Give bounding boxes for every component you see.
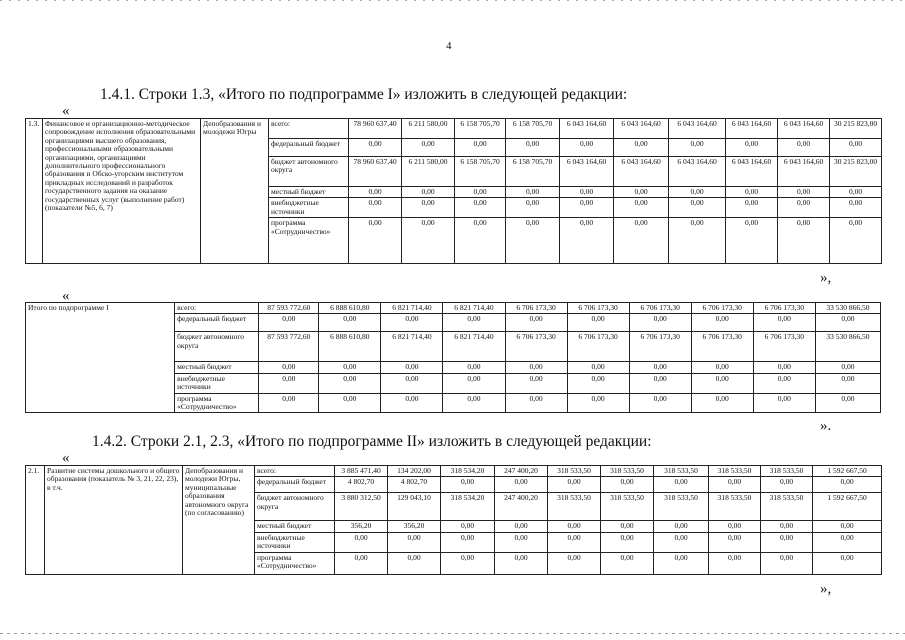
- value-cell: 318 533,50: [601, 493, 654, 521]
- source-label: бюджет автономного округа: [175, 332, 259, 362]
- value-cell: 0,00: [567, 393, 629, 413]
- value-cell: 0,00: [259, 393, 319, 413]
- value-cell: 0,00: [560, 187, 614, 198]
- value-cell: 0,00: [567, 373, 629, 393]
- value-cell: 0,00: [349, 187, 402, 198]
- value-cell: 0,00: [505, 314, 567, 332]
- open-quote-1: «: [62, 103, 70, 119]
- value-cell: 0,00: [629, 393, 691, 413]
- value-cell: 0,00: [614, 198, 669, 218]
- table-row: [26, 466, 882, 477]
- value-cell: 6 211 580,00: [402, 157, 455, 187]
- value-cell: 0,00: [335, 552, 388, 574]
- value-cell: 6 158 705,70: [455, 157, 506, 187]
- value-cell: 0,00: [726, 218, 778, 264]
- value-cell: 6 043 164,60: [614, 119, 669, 139]
- table-total-subprogram-1: [25, 302, 881, 413]
- value-cell: 6 706 173,30: [629, 303, 691, 314]
- row-name: Развитие системы дошкольного и общего образования (показатель № 3, 21, 22, 23), в т.ч.: [45, 466, 183, 575]
- value-cell: 0,00: [455, 139, 506, 157]
- value-cell: 0,00: [506, 139, 560, 157]
- value-cell: 0,00: [654, 532, 709, 552]
- close-quote-2: ».: [820, 418, 832, 434]
- source-label: бюджет автономного округа: [255, 493, 335, 521]
- value-cell: 0,00: [349, 198, 402, 218]
- value-cell: 0,00: [654, 477, 709, 493]
- value-cell: 318 533,50: [601, 466, 654, 477]
- value-cell: 30 215 823,00: [830, 119, 882, 139]
- value-cell: 6 043 164,60: [778, 157, 830, 187]
- value-cell: 78 960 637,40: [349, 157, 402, 187]
- value-cell: 6 888 610,80: [319, 332, 381, 362]
- value-cell: 33 530 866,50: [815, 332, 880, 362]
- value-cell: 0,00: [753, 373, 815, 393]
- value-cell: 0,00: [349, 218, 402, 264]
- value-cell: 0,00: [443, 393, 505, 413]
- value-cell: 6 821 714,40: [381, 332, 443, 362]
- value-cell: 0,00: [495, 532, 548, 552]
- value-cell: 0,00: [548, 552, 601, 574]
- value-cell: 3 880 312,50: [335, 493, 388, 521]
- value-cell: 0,00: [443, 373, 505, 393]
- value-cell: 0,00: [778, 187, 830, 198]
- value-cell: 0,00: [761, 477, 813, 493]
- value-cell: 87 593 772,60: [259, 332, 319, 362]
- value-cell: 78 960 637,40: [349, 119, 402, 139]
- value-cell: 0,00: [441, 521, 495, 532]
- value-cell: 0,00: [319, 362, 381, 373]
- value-cell: 0,00: [560, 198, 614, 218]
- value-cell: 247 400,20: [495, 493, 548, 521]
- value-cell: 0,00: [753, 393, 815, 413]
- value-cell: 0,00: [319, 373, 381, 393]
- value-cell: 33 530 866,50: [815, 303, 880, 314]
- value-cell: 0,00: [506, 187, 560, 198]
- source-label: федеральный бюджет: [255, 477, 335, 493]
- row-executor: Депобразования и молодежи Югры, муниципальные образования автономного округа (по согласованию): [183, 466, 255, 575]
- value-cell: 0,00: [402, 218, 455, 264]
- value-cell: 0,00: [614, 139, 669, 157]
- value-cell: 3 885 471,40: [335, 466, 388, 477]
- value-cell: 0,00: [709, 552, 761, 574]
- value-cell: 6 821 714,40: [443, 332, 505, 362]
- source-label: всего:: [269, 119, 349, 139]
- value-cell: 6 706 173,30: [753, 303, 815, 314]
- value-cell: 6 158 705,70: [506, 119, 560, 139]
- value-cell: 0,00: [709, 532, 761, 552]
- value-cell: 0,00: [813, 552, 882, 574]
- source-label: местный бюджет: [255, 521, 335, 532]
- value-cell: 0,00: [506, 198, 560, 218]
- value-cell: 318 534,20: [441, 466, 495, 477]
- table-row: [26, 303, 881, 314]
- value-cell: 0,00: [753, 314, 815, 332]
- value-cell: 0,00: [506, 218, 560, 264]
- value-cell: 0,00: [443, 314, 505, 332]
- value-cell: 0,00: [601, 552, 654, 574]
- value-cell: 318 533,50: [761, 493, 813, 521]
- value-cell: 0,00: [455, 187, 506, 198]
- open-quote-2: «: [62, 288, 70, 304]
- value-cell: 0,00: [601, 477, 654, 493]
- heading-1-4-1: 1.4.1. Строки 1.3, «Итого по подпрограмме I» изложить в следующей редакции:: [100, 86, 628, 103]
- value-cell: 6 706 173,30: [691, 303, 753, 314]
- value-cell: 0,00: [629, 314, 691, 332]
- table-row-1-3: [25, 118, 882, 264]
- value-cell: 0,00: [388, 532, 441, 552]
- value-cell: 0,00: [402, 187, 455, 198]
- value-cell: 0,00: [388, 552, 441, 574]
- source-label: всего:: [175, 303, 259, 314]
- value-cell: 318 533,50: [548, 493, 601, 521]
- source-label: федеральный бюджет: [175, 314, 259, 332]
- value-cell: 0,00: [709, 521, 761, 532]
- value-cell: 0,00: [402, 198, 455, 218]
- value-cell: 0,00: [813, 477, 882, 493]
- value-cell: 0,00: [614, 218, 669, 264]
- value-cell: 0,00: [761, 521, 813, 532]
- table-row: [26, 119, 882, 139]
- row-name: Итого по подпрограмме I: [26, 303, 175, 413]
- value-cell: 318 533,50: [548, 466, 601, 477]
- value-cell: 6 706 173,30: [505, 303, 567, 314]
- value-cell: 0,00: [669, 198, 726, 218]
- row-number: 1.3.: [26, 119, 43, 264]
- value-cell: 0,00: [548, 477, 601, 493]
- value-cell: 6 043 164,60: [726, 119, 778, 139]
- value-cell: 0,00: [495, 552, 548, 574]
- value-cell: 6 043 164,60: [726, 157, 778, 187]
- value-cell: 0,00: [669, 218, 726, 264]
- value-cell: 6 043 164,60: [560, 157, 614, 187]
- value-cell: 134 202,00: [388, 466, 441, 477]
- source-label: программа «Сотрудничество»: [175, 393, 259, 413]
- value-cell: 0,00: [455, 198, 506, 218]
- value-cell: 0,00: [830, 187, 882, 198]
- value-cell: 6 821 714,40: [443, 303, 505, 314]
- value-cell: 0,00: [381, 362, 443, 373]
- value-cell: 0,00: [614, 187, 669, 198]
- value-cell: 0,00: [381, 314, 443, 332]
- value-cell: 129 043,10: [388, 493, 441, 521]
- value-cell: 0,00: [441, 552, 495, 574]
- source-label: внебюджетные источники: [255, 532, 335, 552]
- value-cell: 0,00: [495, 477, 548, 493]
- value-cell: 318 533,50: [654, 466, 709, 477]
- source-label: программа «Сотрудничество»: [269, 218, 349, 264]
- value-cell: 0,00: [601, 521, 654, 532]
- value-cell: 4 802,70: [388, 477, 441, 493]
- value-cell: 318 533,50: [709, 493, 761, 521]
- value-cell: 356,20: [388, 521, 441, 532]
- value-cell: 0,00: [691, 362, 753, 373]
- value-cell: 0,00: [815, 314, 880, 332]
- value-cell: 0,00: [402, 139, 455, 157]
- value-cell: 0,00: [815, 393, 880, 413]
- value-cell: 6 158 705,70: [455, 119, 506, 139]
- value-cell: 0,00: [753, 362, 815, 373]
- value-cell: 0,00: [259, 373, 319, 393]
- heading-1-4-2: 1.4.2. Строки 2.1, 2.3, «Итого по подпрограмме II» изложить в следующей редакции:: [92, 433, 652, 450]
- value-cell: 0,00: [560, 139, 614, 157]
- value-cell: 0,00: [669, 187, 726, 198]
- value-cell: 0,00: [830, 198, 882, 218]
- value-cell: 0,00: [319, 314, 381, 332]
- table-row-2-1: [25, 465, 882, 575]
- value-cell: 0,00: [443, 362, 505, 373]
- value-cell: 0,00: [335, 532, 388, 552]
- value-cell: 0,00: [455, 218, 506, 264]
- value-cell: 318 533,50: [654, 493, 709, 521]
- value-cell: 6 043 164,60: [669, 119, 726, 139]
- value-cell: 6 158 705,70: [506, 157, 560, 187]
- value-cell: 6 211 580,00: [402, 119, 455, 139]
- value-cell: 6 888 610,80: [319, 303, 381, 314]
- value-cell: 0,00: [381, 373, 443, 393]
- value-cell: 356,20: [335, 521, 388, 532]
- value-cell: 0,00: [709, 477, 761, 493]
- value-cell: 0,00: [691, 314, 753, 332]
- value-cell: 0,00: [761, 532, 813, 552]
- value-cell: 0,00: [560, 218, 614, 264]
- value-cell: 0,00: [629, 362, 691, 373]
- value-cell: 0,00: [259, 314, 319, 332]
- scan-edge-top: [0, 0, 905, 1]
- value-cell: 0,00: [654, 552, 709, 574]
- value-cell: 0,00: [669, 139, 726, 157]
- value-cell: 0,00: [778, 139, 830, 157]
- source-label: внебюджетные источники: [175, 373, 259, 393]
- value-cell: 1 592 667,50: [813, 466, 882, 477]
- value-cell: 6 706 173,30: [505, 332, 567, 362]
- scan-edge-bottom: [0, 633, 905, 634]
- value-cell: 0,00: [813, 521, 882, 532]
- source-label: местный бюджет: [269, 187, 349, 198]
- value-cell: 0,00: [548, 532, 601, 552]
- value-cell: 247 400,20: [495, 466, 548, 477]
- value-cell: 0,00: [726, 198, 778, 218]
- value-cell: 0,00: [830, 218, 882, 264]
- value-cell: 6 821 714,40: [381, 303, 443, 314]
- value-cell: 6 706 173,30: [567, 332, 629, 362]
- value-cell: 0,00: [495, 521, 548, 532]
- value-cell: 0,00: [567, 314, 629, 332]
- value-cell: 0,00: [691, 393, 753, 413]
- source-label: местный бюджет: [175, 362, 259, 373]
- source-label: внебюджетные источники: [269, 198, 349, 218]
- value-cell: 6 043 164,60: [614, 157, 669, 187]
- value-cell: 0,00: [778, 198, 830, 218]
- value-cell: 6 043 164,60: [560, 119, 614, 139]
- value-cell: 6 043 164,60: [669, 157, 726, 187]
- value-cell: 0,00: [548, 521, 601, 532]
- value-cell: 0,00: [815, 373, 880, 393]
- value-cell: 30 215 823,00: [830, 157, 882, 187]
- row-executor: Депобразования и молодежи Югры: [201, 119, 269, 264]
- value-cell: 6 706 173,30: [629, 332, 691, 362]
- source-label: программа «Сотрудничество»: [255, 552, 335, 574]
- value-cell: 0,00: [691, 373, 753, 393]
- value-cell: 6 706 173,30: [753, 332, 815, 362]
- value-cell: 0,00: [505, 362, 567, 373]
- value-cell: 0,00: [441, 532, 495, 552]
- value-cell: 0,00: [349, 139, 402, 157]
- value-cell: 6 706 173,30: [567, 303, 629, 314]
- row-number: 2.1.: [26, 466, 45, 575]
- value-cell: 0,00: [505, 373, 567, 393]
- value-cell: 4 802,70: [335, 477, 388, 493]
- value-cell: 318 533,50: [761, 466, 813, 477]
- value-cell: 0,00: [259, 362, 319, 373]
- value-cell: 0,00: [830, 139, 882, 157]
- source-label: федеральный бюджет: [269, 139, 349, 157]
- value-cell: 0,00: [815, 362, 880, 373]
- value-cell: 318 533,50: [709, 466, 761, 477]
- value-cell: 0,00: [381, 393, 443, 413]
- value-cell: 1 592 667,50: [813, 493, 882, 521]
- value-cell: 0,00: [505, 393, 567, 413]
- source-label: бюджет автономного округа: [269, 157, 349, 187]
- open-quote-3: «: [62, 450, 70, 466]
- value-cell: 6 706 173,30: [691, 332, 753, 362]
- value-cell: 6 043 164,60: [778, 119, 830, 139]
- page-number: 4: [446, 40, 452, 52]
- value-cell: 0,00: [629, 373, 691, 393]
- value-cell: 0,00: [441, 477, 495, 493]
- value-cell: 0,00: [567, 362, 629, 373]
- value-cell: 0,00: [726, 139, 778, 157]
- value-cell: 87 593 772,60: [259, 303, 319, 314]
- close-quote-3: »,: [820, 581, 832, 597]
- value-cell: 318 534,20: [441, 493, 495, 521]
- close-quote-1: »,: [820, 270, 832, 286]
- value-cell: 0,00: [319, 393, 381, 413]
- value-cell: 0,00: [726, 187, 778, 198]
- value-cell: 0,00: [654, 521, 709, 532]
- value-cell: 0,00: [761, 552, 813, 574]
- source-label: всего:: [255, 466, 335, 477]
- value-cell: 0,00: [813, 532, 882, 552]
- value-cell: 0,00: [778, 218, 830, 264]
- value-cell: 0,00: [601, 532, 654, 552]
- row-name: Финансовое и организационно-методическое сопровождение исполнения образовательными организациями высшего образования, профессиональными образовательными организациями, организациями дополнительного профессионального образования и Обско-угорским институтом прикладных исследований и разработок государственного задания на оказание государственных услуг (выполнение работ) (показатели №5, 6, 7): [43, 119, 201, 264]
